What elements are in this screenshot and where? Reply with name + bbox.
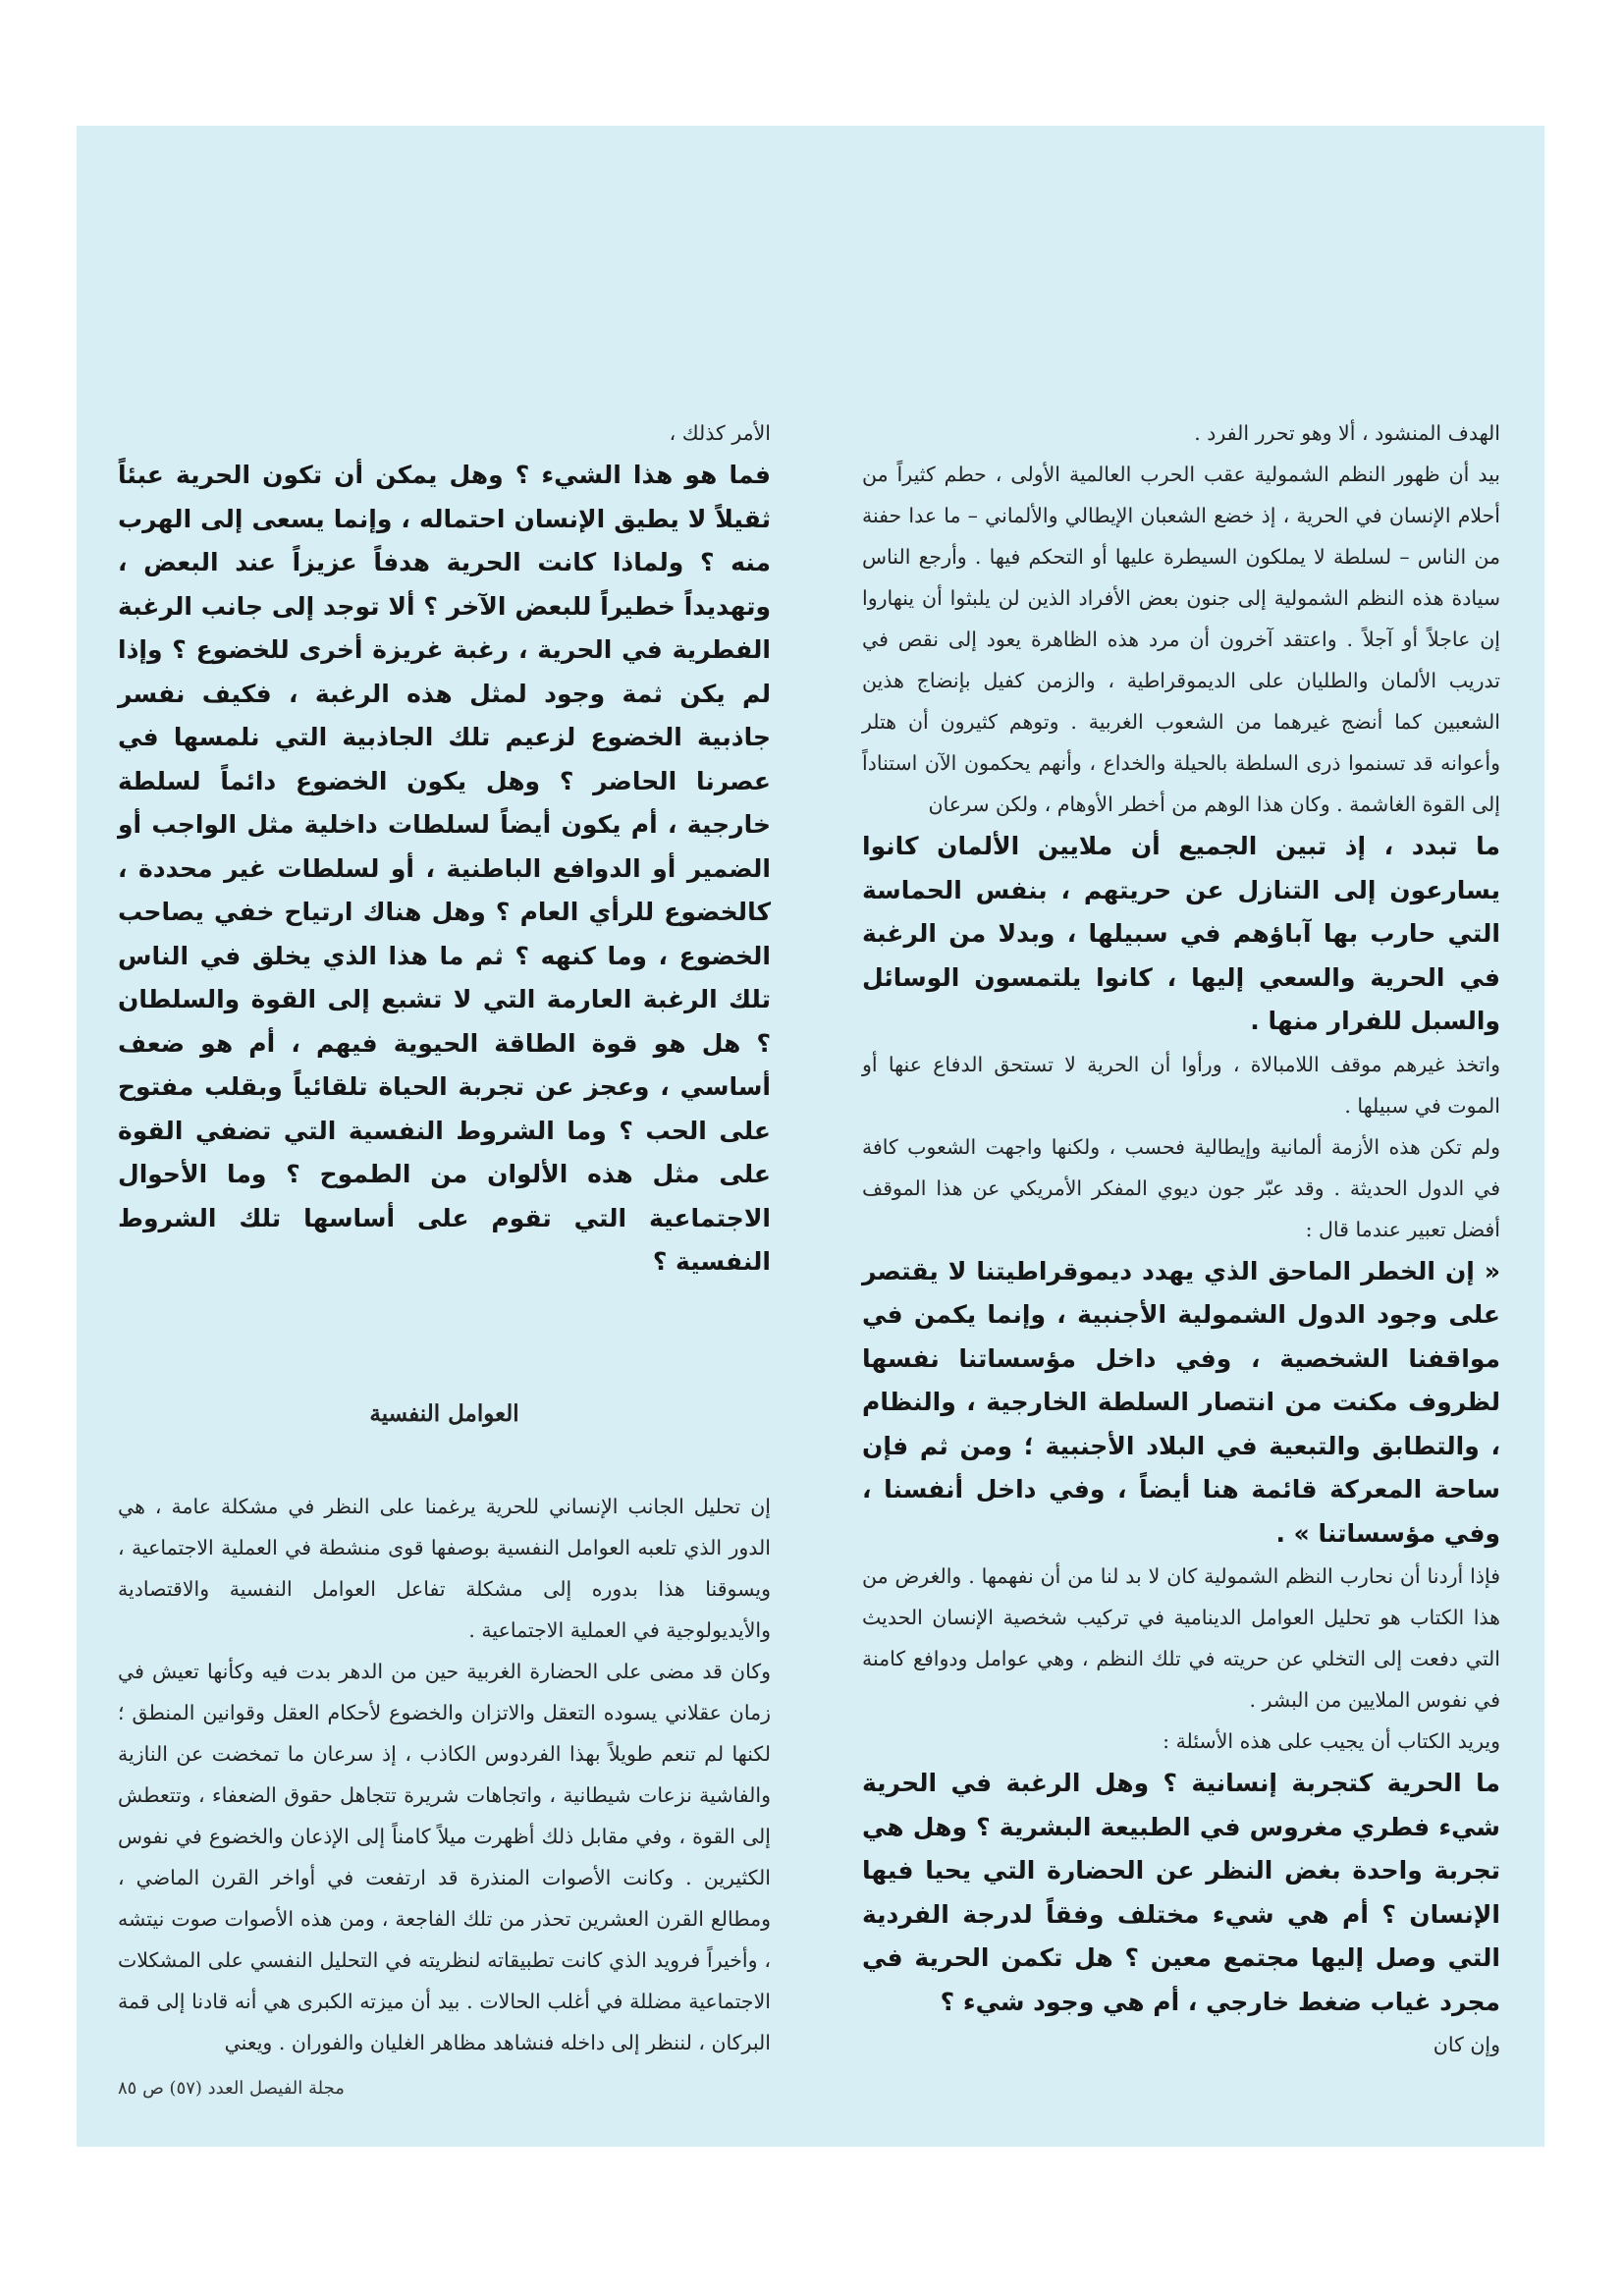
paragraph: واتخذ غيرهم موقف اللامبالاة ، ورأوا أن الحرية لا تستحق الدفاع عنها أو الموت في سبيلها . — [862, 1052, 1500, 1118]
paragraph: وكان قد مضى على الحضارة الغربية حين من الدهر بدت فيه وكأنها تعيش في زمان عقلاني يسوده التعقل والاتزان والخضوع لأحكام العقل وقوانين المنطق ؛ لكنها لم تنعم طويلاً بهذا الفردوس الكاذب ، إذ سرعان ما تمخضت عن النازية والفاشية نزعات شيطانية ، واتجاهات شريرة تتجاهل حقوق الضعفاء ، وتتعطش إلى القوة ، وفي مقابل ذلك أظهرت ميلاً كامناً إلى الإذعان والخضوع في نفوس الكثيرين . وكانت الأصوات المنذرة قد ارتفعت في أواخر القرن الماضي ، ومطالع القرن العشرين تحذر من تلك الفاجعة ، ومن هذه الأصوات صوت نيتشه ، وأخيراً فرويد الذي كانت تطبيقاته لنظريته في التحليل النفسي على المشكلات الاجتماعية مضللة في أغلب الحالات . بيد أن ميزته الكبرى هي أنه قادنا إلى قمة البركان ، لننظر إلى داخله فنشاهد مظاهر الغليان والفوران . ويعني — [118, 1659, 772, 2054]
paragraph: الهدف المنشود ، ألا وهو تحرر الفرد . — [1194, 421, 1500, 445]
questions-bold: فما هو هذا الشيء ؟ وهل يمكن أن تكون الحرية عبئاً ثقيلاً لا يطيق الإنسان احتماله ، وإنما يسعى إلى الهرب منه ؟ ولماذا كانت الحرية هدفاً عزيزاً عند البعض ، وتهديداً خطيراً للبعض الآخر ؟ ألا توجد إلى جانب الرغبة الفطرية في الحرية ، رغبة غريزة أخرى للخضوع ؟ وإذا لم يكن ثمة وجود لمثل هذه الرغبة ، فكيف نفسر جاذبية الخضوع لزعيم تلك الجاذبية التي نلمسها في عصرنا الحاضر ؟ وهل يكون الخضوع دائماً لسلطة خارجية ، أم يكون أيضاً لسلطات داخلية مثل الواجب أو الضمير أو الدوافع الباطنية ، أو لسلطات غير محددة ، كالخضوع للرأي العام ؟ وهل هناك ارتياح خفي يصاحب الخضوع ، وما كنهه ؟ ثم ما هذا الذي يخلق في الناس تلك الرغبة العارمة التي لا تشبع إلى القوة والسلطان ؟ هل هو قوة الطاقة الحيوية فيهم ، أم هو ضعف أساسي ، وعجز عن تجربة الحياة تلقائياً وبقلب مفتوح على الحب ؟ وما الشروط النفسية التي تضفي القوة على مثل هذه الألوان من الطموح ؟ وما الأحوال الاجتماعية التي تقوم على أساسها تلك الشروط النفسية ؟ — [118, 461, 771, 1276]
paragraph: وإن كان — [1433, 2033, 1500, 2056]
right-column — [862, 412, 1500, 2065]
paragraph: بيد أن ظهور النظم الشمولية عقب الحرب العالمية الأولى ، حطم كثيراً من أحلام الإنسان في الحرية ، إذ خضع الشعبان الإيطالي والألماني – ما عدا حفنة من الناس – لسلطة لا يملكون السيطرة عليها أو التحكم فيها . وأرجع الناس سيادة هذه النظم الشمولية إلى جنون بعض الأفراد الذين لن يلبثوا أن ينهاروا إن عاجلاً أو آجلاً . واعتقد آخرون أن مرد هذه الظاهرة يعود إلى نقص في تدريب الألمان والطليان على الديموقراطية ، والزمن كفيل بإنضاج هذين الشعبين كما أنضج غيرهما من الشعوب الغربية . وتوهم كثيرون أن هتلر وأعوانه قد تسنموا ذرى السلطة بالحيلة والخداع ، وأنهم يحكمون الآن استناداً إلى القوة الغاشمة . وكان هذا الوهم من أخطر الأوهام ، ولكن سرعان — [862, 463, 1500, 816]
bold-paragraph: ما تبدد ، إذ تبين الجميع أن ملايين الألمان كانوا يسارعون إلى التنازل عن حريتهم ، بنفس الحماسة التي حارب بها آباؤهم في سبيلها ، وبدلا من الرغبة في الحرية والسعي إليها ، كانوا يلتمسون الوسائل والسبل للفرار منها . — [862, 832, 1500, 1035]
paragraph: ويريد الكتاب أن يجيب على هذه الأسئلة : — [1163, 1729, 1500, 1753]
left-column — [118, 412, 771, 2063]
page-footer: مجلة الفيصل العدد (٥٧) ص ٨٥ — [118, 2078, 345, 2099]
questions-bold: ما الحرية كتجربة إنسانية ؟ وهل الرغبة في الحرية شيء فطري مغروس في الطبيعة البشرية ؟ وهل هي تجربة واحدة بغض النظر عن الحضارة التي يحيا فيها الإنسان ؟ أم هي شيء مختلف وفقاً لدرجة الفردية التي وصل إليها مجتمع معين ؟ هل تكمن الحرية في مجرد غياب ضغط خارجي ، أم هي وجود شيء ؟ — [862, 1769, 1500, 2016]
section-heading: العوامل النفسية — [369, 1399, 519, 1427]
paragraph: فإذا أردنا أن نحارب النظم الشمولية كان لا بد لنا من أن نفهمها . والغرض من هذا الكتاب هو تحليل العوامل الدينامية في تركيب شخصية الإنسان الحديث التي دفعت إلى التخلي عن حريته في تلك النظم ، وهي عوامل ودوافع كامنة في نفوس الملايين من البشر . — [862, 1564, 1500, 1712]
paragraph: ولم تكن هذه الأزمة ألمانية وإيطالية فحسب ، ولكنها واجهت الشعوب كافة في الدول الحديثة . وقد عبّر جون ديوي المفكر الأمريكي عن هذا الموقف أفضل تعبير عندما قال : — [862, 1134, 1500, 1241]
quote-bold: « إن الخطر الماحق الذي يهدد ديموقراطيتنا لا يقتصر على وجود الدول الشمولية الأجنبية ، وإنما يكمن في مواقفنا الشخصية ، وفي داخل مؤسساتنا نفسها لظروف مكنت من انتصار السلطة الخارجية ، والنظام ، والتطابق والتبعية في البلاد الأجنبية ؛ ومن ثم فإن ساحة المعركة قائمة هنا أيضاً ، وفي داخل أنفسنا ، وفي مؤسساتنا » . — [862, 1256, 1500, 1548]
paragraph: الأمر كذلك ، — [669, 421, 771, 445]
paragraph: إن تحليل الجانب الإنساني للحرية يرغمنا على النظر في مشكلة عامة ، هي الدور الذي تلعبه العوامل النفسية بوصفها قوى منشطة في العملية الاجتماعية ، ويسوقنا هذا بدوره إلى مشكلة تفاعل العوامل النفسية والاقتصادية والأيديولوجية في العملية الاجتماعية . — [118, 1494, 771, 1642]
